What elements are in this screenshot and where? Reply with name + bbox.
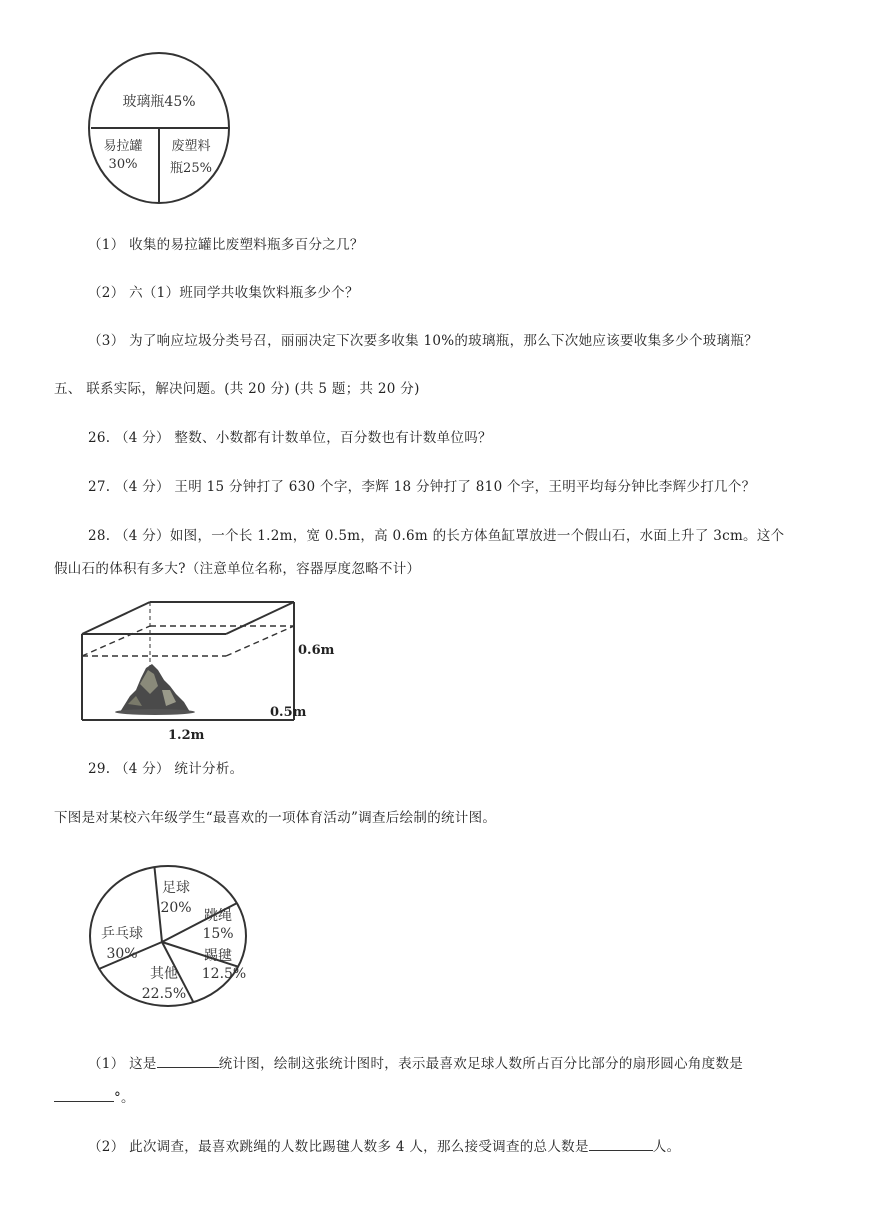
slice-label-can: 易拉罐 — [103, 139, 143, 154]
q-prev-sub1: （1） 收集的易拉罐比废塑料瓶多百分之几？ — [88, 237, 364, 253]
q-prev-sub3: （3） 为了响应垃圾分类号召，丽丽决定下次要多收集 10%的玻璃瓶，那么下次她应该要收集多少个玻璃瓶？ — [88, 333, 758, 349]
width-label: 0.5m — [270, 705, 307, 720]
slice-label-shuttlecock: 踢毽 — [204, 948, 232, 964]
sub2-text-b: 人。 — [652, 1139, 681, 1155]
slice-value-rope: 15% — [202, 926, 234, 942]
question-28-line2: 假山石的体积有多大?（注意单位名称，容器厚度忽略不计） — [54, 561, 421, 577]
rock-icon — [115, 664, 195, 715]
sub1-text-a: （1） 这是 — [88, 1056, 157, 1072]
slice-label-plastic: 废塑料 — [171, 139, 211, 154]
question-27: 27. （4 分） 王明 15 分钟打了 630 个字，李辉 18 分钟打了 810 个字，王明平均每分钟比李辉少打几个？ — [88, 479, 756, 495]
question-29-sub2 — [88, 1136, 680, 1156]
question-26: 26. （4 分） 整数、小数都有计数单位，百分数也有计数单位吗？ — [88, 430, 492, 446]
section-title: 五、 联系实际，解决问题。(共 20 分) (共 5 题；共 20 分) — [54, 381, 420, 397]
slice-label-glass: 玻璃瓶45% — [122, 94, 196, 110]
question-29-intro: 下图是对某校六年级学生“最喜欢的一项体育活动”调查后绘制的统计图。 — [54, 810, 497, 826]
q-prev-sub2: （2） 六（1）班同学共收集饮料瓶多少个？ — [88, 285, 359, 301]
sub1-text-c: °。 — [114, 1090, 135, 1106]
answer-blank[interactable] — [589, 1136, 653, 1151]
slice-value-plastic: 瓶25% — [170, 161, 212, 176]
length-label: 1.2m — [168, 728, 205, 743]
question-29-head: 29. （4 分） 统计分析。 — [88, 761, 244, 777]
slice-value-can: 30% — [108, 157, 138, 172]
answer-blank[interactable] — [54, 1087, 114, 1102]
sports-pie-chart — [80, 862, 260, 1012]
question-29-sub1 — [88, 1053, 743, 1073]
slice-label-football: 足球 — [162, 880, 190, 896]
fish-tank-figure — [78, 598, 338, 743]
question-28-line1: 28. （4 分）如图，一个长 1.2m，宽 0.5m，高 0.6m 的长方体鱼缸罩放进一个假山石，水面上升了 3cm。这个 — [88, 528, 785, 544]
height-label: 0.6m — [298, 643, 335, 658]
slice-label-other: 其他 — [150, 966, 178, 982]
slice-label-pingpong: 乒乓球 — [101, 926, 143, 942]
slice-value-other: 22.5% — [141, 986, 187, 1002]
bottle-pie-chart — [85, 40, 245, 205]
slice-value-pingpong: 30% — [106, 946, 138, 962]
question-29-sub1-cont — [54, 1087, 135, 1107]
slice-value-shuttlecock: 12.5% — [201, 966, 247, 982]
slice-label-rope: 跳绳 — [204, 908, 232, 924]
sub1-text-b: 统计图，绘制这张统计图时，表示最喜欢足球人数所占百分比部分的扇形圆心角度数是 — [218, 1056, 744, 1072]
slice-value-football: 20% — [160, 900, 192, 916]
answer-blank[interactable] — [157, 1053, 219, 1068]
sub2-text-a: （2） 此次调查，最喜欢跳绳的人数比踢毽人数多 4 人，那么接受调查的总人数是 — [88, 1139, 589, 1155]
